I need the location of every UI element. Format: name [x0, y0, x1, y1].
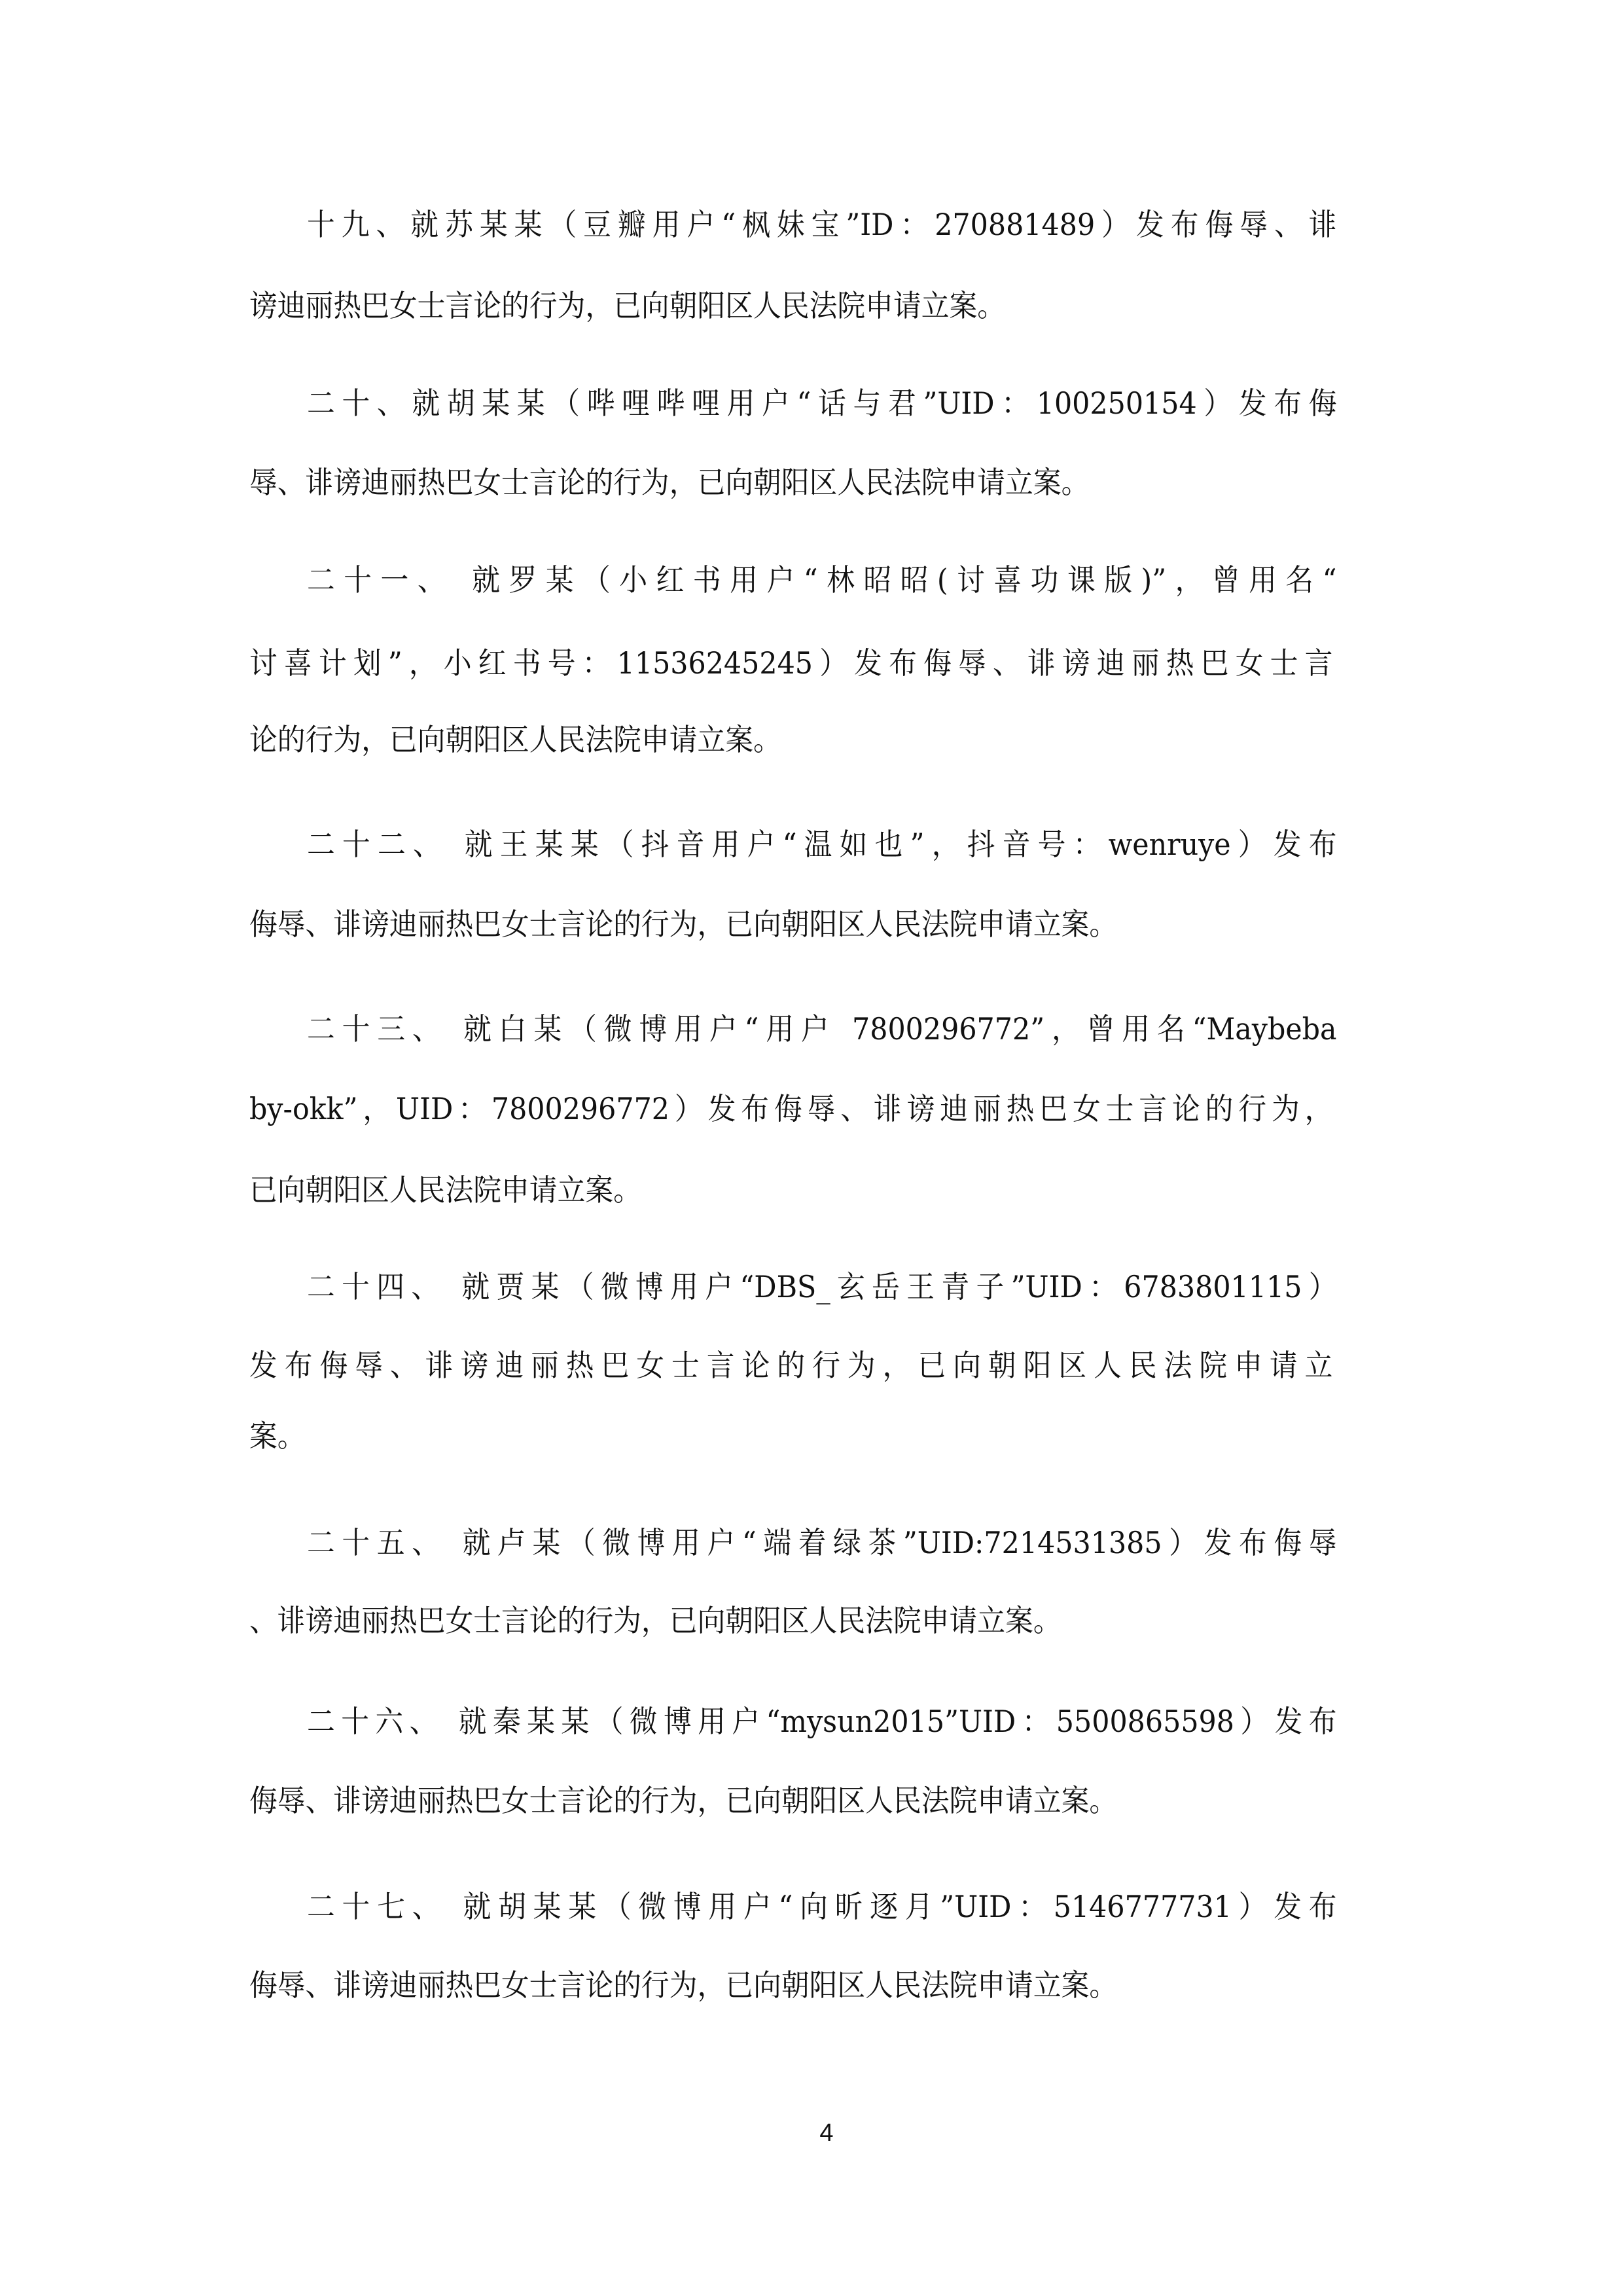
- paragraph-line: 侮辱、诽谤迪丽热巴女士言论的行为，已向朝阳区人民法院申请立案。: [249, 1783, 1118, 1818]
- paragraph-line: 论的行为，已向朝阳区人民法院申请立案。: [249, 722, 781, 757]
- paragraph-line: 二十四、 就贾某（微博用户“DBS_玄岳王青子”UID：6783801115）: [307, 1269, 1337, 1304]
- paragraph-line: 侮辱、诽谤迪丽热巴女士言论的行为，已向朝阳区人民法院申请立案。: [249, 1967, 1118, 2003]
- paragraph-line: 二十一、 就罗某（小红书用户“林昭昭(讨喜功课版)”，曾用名“: [307, 562, 1337, 598]
- paragraph-line: 十九、就苏某某（豆瓣用户“枫妹宝”ID：270881489）发布侮辱、诽: [307, 207, 1337, 242]
- paragraph-line: 辱、诽谤迪丽热巴女士言论的行为，已向朝阳区人民法院申请立案。: [249, 465, 1090, 500]
- paragraph-line: 谤迪丽热巴女士言论的行为，已向朝阳区人民法院申请立案。: [249, 288, 1006, 323]
- paragraph-line: 案。: [249, 1418, 306, 1454]
- paragraph-line: 二十三、 就白某（微博用户“用户 7800296772”，曾用名“Maybeba: [307, 1011, 1337, 1047]
- paragraph-line: 二十、就胡某某（哔哩哔哩用户“话与君”UID：100250154）发布侮: [307, 386, 1337, 421]
- paragraph-line: 讨喜计划”，小红书号：11536245245）发布侮辱、诽谤迪丽热巴女士言: [249, 645, 1333, 681]
- paragraph-line: 二十五、 就卢某（微博用户“端着绿茶”UID:7214531385）发布侮辱: [307, 1525, 1337, 1560]
- paragraph-line: 二十二、 就王某某（抖音用户“温如也”，抖音号：wenruye）发布: [307, 827, 1337, 862]
- page-number: 4: [819, 2119, 834, 2147]
- paragraph-line: by-okk”，UID：7800296772）发布侮辱、诽谤迪丽热巴女士言论的行为，: [249, 1091, 1333, 1126]
- paragraph-line: 、诽谤迪丽热巴女士言论的行为，已向朝阳区人民法院申请立案。: [249, 1603, 1061, 1638]
- paragraph-line: 二十六、 就秦某某（微博用户“mysun2015”UID：5500865598）发布: [307, 1704, 1337, 1739]
- paragraph-line: 已向朝阳区人民法院申请立案。: [249, 1172, 641, 1208]
- paragraph-line: 侮辱、诽谤迪丽热巴女士言论的行为，已向朝阳区人民法院申请立案。: [249, 906, 1118, 942]
- paragraph-line: 发布侮辱、诽谤迪丽热巴女士言论的行为，已向朝阳区人民法院申请立: [249, 1348, 1333, 1383]
- paragraph-line: 二十七、 就胡某某（微博用户“向昕逐月”UID：5146777731）发布: [307, 1889, 1337, 1924]
